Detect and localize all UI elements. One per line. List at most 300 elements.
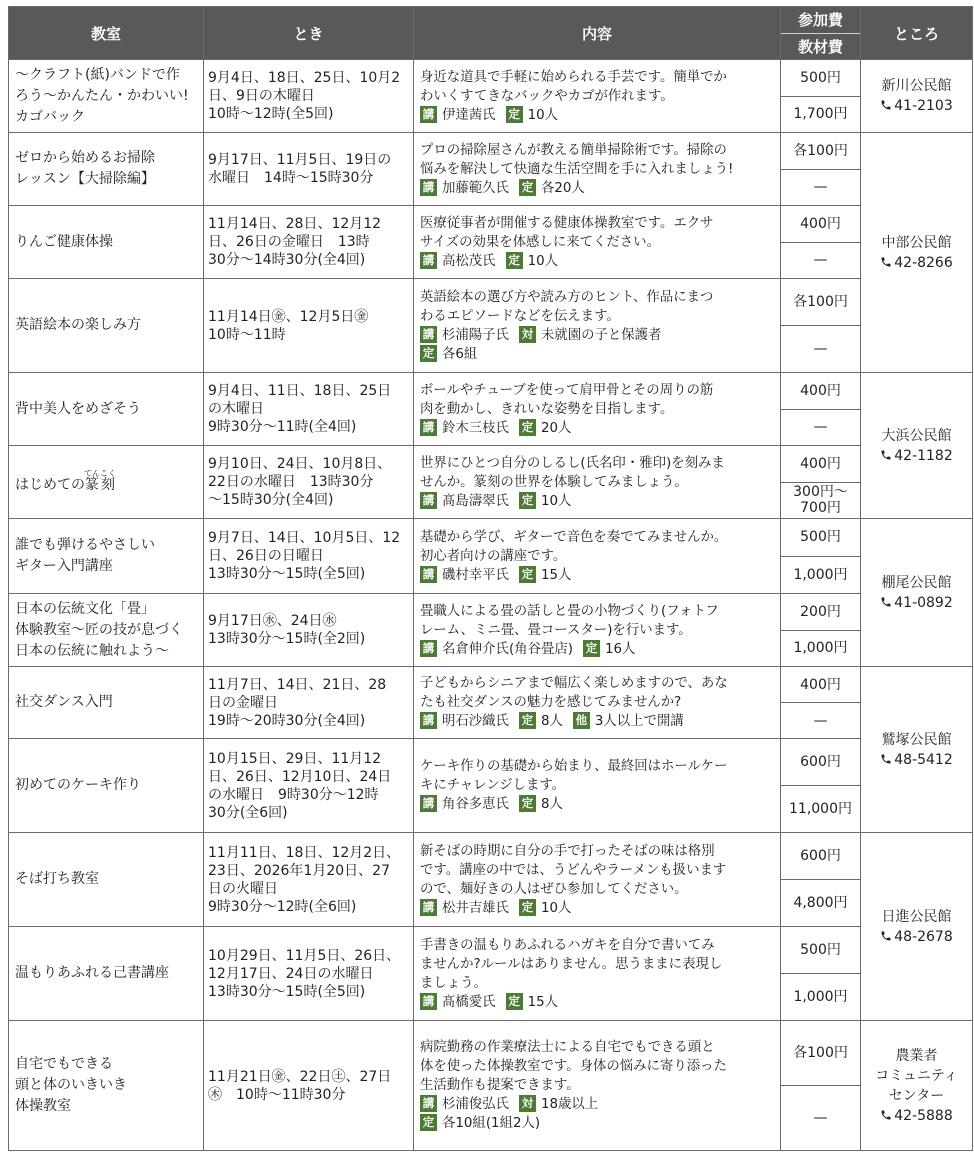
other-badge: 他 (573, 712, 590, 729)
description-line: 新そばの時期に自分の手で打ったそばの味は格別 (420, 843, 715, 859)
table-row (9, 60, 973, 133)
class-name (9, 373, 204, 446)
schedule (204, 667, 414, 739)
class-name (9, 446, 204, 519)
venue-name-line: 新川公民館 (881, 78, 952, 94)
material-fee: 300円〜 700円 (781, 482, 860, 519)
lecturer-badge: 講 (420, 106, 437, 123)
class-name-line: りんご健康体操 (15, 233, 113, 250)
schedule (204, 594, 414, 667)
class-name (9, 739, 204, 833)
table-row (9, 519, 973, 594)
material-fee: 1,000円 (781, 556, 860, 594)
furigana: てんこく (84, 468, 116, 478)
target-audience: 18歳以上 (540, 1097, 599, 1112)
phone-number: 42-5888 (894, 1107, 953, 1124)
capacity-badge: 定 (519, 566, 536, 583)
material-fee: — (781, 409, 860, 446)
description (414, 446, 781, 519)
class-name-line: 社交ダンス入門 (15, 694, 113, 710)
venue (861, 519, 973, 667)
venue-name-line: 大浜公民館 (881, 427, 952, 444)
schedule-line: 9月7日、14日、10月5日、12 (208, 530, 401, 546)
class-name-line: 体験教室〜匠の技が息づく (15, 621, 183, 638)
fee-cell (781, 1021, 861, 1151)
capacity-value: 10人 (540, 493, 572, 509)
schedule (204, 60, 414, 133)
fees (781, 927, 860, 1020)
description-line: 身近な道具で手軽に始められる手芸です。簡単でか (420, 69, 727, 85)
schedule-line: 9時30分〜12時(全6回) (208, 898, 357, 915)
description (414, 206, 781, 279)
fee-cell (781, 739, 861, 833)
participation-fee: 各100円 (793, 142, 848, 159)
participation-fee: 400円 (800, 382, 841, 399)
description-line: ボールやチューブを使って肩甲骨とその周りの筋 (420, 382, 714, 398)
capacity-badge: 定 (519, 899, 536, 916)
capacity-value: 各6組 (442, 346, 478, 362)
details-line (420, 494, 571, 509)
header-fee (781, 7, 861, 60)
lecturer-name: 明石沙織氏 (442, 714, 509, 729)
details-line (420, 995, 558, 1010)
class-name (9, 833, 204, 927)
lecturer-name: 角谷多恵氏 (442, 797, 509, 812)
description-line: ケーキ作りの基礎から始まり、最終回はホールケー (420, 759, 728, 774)
header-fee-participation: 参加費 (797, 11, 843, 30)
class-name-line: ギター入門講座 (15, 558, 113, 574)
phone-icon (880, 596, 892, 608)
capacity-value: 15人 (527, 994, 558, 1010)
header-row (9, 7, 973, 60)
other-note: 3人以上で開講 (594, 714, 684, 729)
phone-number: 42-1182 (894, 447, 953, 464)
capacity-value: 10人 (527, 107, 558, 123)
schedule (204, 446, 414, 519)
venue (861, 667, 973, 833)
phone-number: 42-8266 (894, 254, 953, 271)
description (414, 60, 781, 133)
venue (861, 60, 973, 133)
schedule-line: 9月10日、24日、10月8日、 (208, 456, 392, 472)
venue-phone (880, 255, 953, 271)
fee-cell (781, 927, 861, 1021)
description-line: レーム、ミニ畳、畳コースター)を行います。 (420, 622, 692, 638)
class-name (9, 927, 204, 1021)
schedule-line: の水曜日 9時30分〜12時 (208, 786, 379, 803)
header-class: 教室 (9, 7, 204, 60)
schedule-line: 30分〜14時30分(全4回) (208, 252, 366, 268)
schedule-line: 日、9日の木曜日 (208, 88, 315, 104)
schedule-line: 日の金曜日 (208, 694, 278, 711)
venue-name-line: 農業者 (895, 1047, 938, 1064)
description-line: キにチャレンジします。 (420, 778, 566, 793)
details-line (420, 181, 585, 196)
phone-icon (880, 256, 892, 268)
participation-fee: 各100円 (793, 1045, 848, 1061)
capacity-badge: 定 (519, 492, 536, 509)
phone-icon (880, 930, 892, 942)
capacity-badge: 定 (420, 345, 437, 362)
lecturer-name: 杉浦俊弘氏 (442, 1097, 509, 1112)
lecturer-badge: 講 (420, 993, 437, 1010)
fees (781, 667, 860, 738)
table-row (9, 667, 973, 739)
schedule-line: 19時〜20時30分(全4回) (208, 712, 366, 729)
fee-cell (781, 594, 861, 667)
participation-fee: 400円 (800, 455, 841, 472)
details-line (420, 347, 477, 362)
venue-name-line: 鷲塚公民館 (881, 731, 952, 748)
venue-name-line: 日進公民館 (881, 908, 952, 925)
fees (781, 60, 860, 132)
fee-cell (781, 833, 861, 927)
schedule-line: 22日の水曜日 13時30分 (208, 474, 374, 490)
class-name-line: 体操教室 (15, 1098, 71, 1114)
schedule-line: 11月7日、14日、21日、28 (208, 676, 387, 693)
table-row (9, 133, 973, 206)
description-line: です。講座の中では、うどんやラーメンも扱います (420, 862, 727, 878)
details-line (420, 421, 571, 436)
participation-fee: 200円 (800, 603, 841, 620)
class-name-line: ろう〜かんたん・かわいい! (15, 87, 189, 104)
material-fee: — (781, 325, 860, 372)
material-fee: — (781, 702, 860, 738)
schedule-line: 10時〜12時(全5回) (208, 106, 334, 122)
description-line: 病院勤務の作業療法士による自宅でもできる頭と (420, 1040, 715, 1055)
class-name-line: 自宅でもできる (15, 1056, 113, 1072)
description-line: 初心者向けの講座です。 (420, 548, 567, 564)
description-line: サイズの効果を体感しに来てください。 (420, 234, 660, 250)
lecturer-badge: 講 (420, 640, 437, 657)
schedule-line: 9月4日、11日、18日、25日 (208, 383, 392, 399)
venue-name-line: 中部公民館 (881, 234, 952, 251)
class-name-line: ゼロから始めるお掃除 (15, 150, 155, 166)
class-name (9, 1021, 204, 1151)
lecturer-badge: 講 (420, 326, 437, 343)
class-name-line: 日本の伝統に触れよう〜 (15, 642, 169, 659)
details-line (420, 568, 571, 583)
lecturer-name: 髙橋愛氏 (442, 994, 496, 1010)
capacity-value: 10人 (540, 900, 572, 916)
lecturer-name: 髙島濤翠氏 (442, 493, 509, 509)
schedule-line: 10月29日、11月5日、26日、 (208, 947, 401, 964)
class-name-line: 〜クラフト(紙)バンドで作 (15, 66, 180, 83)
table-row (9, 206, 973, 279)
details-line (420, 714, 684, 729)
participation-fee: 600円 (800, 754, 841, 770)
fees (781, 594, 860, 666)
table-row (9, 594, 973, 667)
description-line: 基礎から学び、ギターで音色を奏でてみませんか。 (420, 529, 728, 545)
table-row (9, 373, 973, 446)
details-line (420, 1097, 598, 1112)
class-name (9, 133, 204, 206)
schedule (204, 833, 414, 927)
table-row (9, 279, 973, 373)
phone-number: 48-2678 (894, 928, 953, 945)
class-name-line: カゴバック (15, 108, 85, 125)
description (414, 279, 781, 373)
schedule-line: 日の火曜日 (208, 880, 278, 897)
venue (861, 373, 973, 519)
table-row (9, 739, 973, 833)
description (414, 667, 781, 739)
description-line: 悩みを解決して快適な生活空間を手に入れましょう! (420, 161, 734, 177)
venue-name-line: コミュニティ (875, 1067, 958, 1084)
capacity-badge: 定 (583, 640, 600, 657)
schedule (204, 373, 414, 446)
fee-cell (781, 519, 861, 594)
class-name-line: 英語絵本の楽しみ方 (15, 317, 141, 333)
description-line: 生活動作も提案できます。 (420, 1078, 580, 1093)
capacity-badge: 定 (420, 1114, 437, 1131)
capacity-badge: 定 (506, 252, 523, 269)
fee-cell (781, 206, 861, 279)
material-fee: — (781, 1085, 860, 1150)
schedule-line: 13時30分〜15時(全5回) (208, 566, 366, 582)
schedule-line: 11月14日、28日、12月12 (208, 216, 382, 232)
fee-cell (781, 446, 861, 519)
description (414, 833, 781, 927)
schedule-line: 12月17日、24日の水曜日 (208, 965, 374, 982)
capacity-badge: 定 (506, 993, 523, 1010)
description (414, 594, 781, 667)
capacity-badge: 定 (506, 106, 523, 123)
fees (781, 133, 860, 205)
schedule-line: 日、26日の金曜日 13時 (208, 234, 370, 250)
lecturer-name: 伊達茜氏 (442, 107, 496, 123)
schedule (204, 1021, 414, 1151)
capacity-value: 20人 (540, 420, 572, 436)
fees (781, 446, 860, 518)
table-row (9, 927, 973, 1021)
fees (781, 373, 860, 445)
description (414, 1021, 781, 1151)
class-name-line: 背中美人をめざそう (15, 400, 141, 417)
venue-name-line: 棚尾公民館 (881, 574, 952, 591)
venue (861, 133, 973, 373)
table-row (9, 1021, 973, 1151)
schedule-line: 9月17日㊌、24日㊌ (208, 613, 337, 629)
lecturer-badge: 講 (420, 795, 437, 812)
description (414, 739, 781, 833)
description-line: たも社交ダンスの魅力を感じてみませんか? (420, 695, 682, 710)
target-badge: 対 (519, 326, 536, 343)
material-fee: 1,700円 (781, 96, 860, 133)
description-line: 子どもからシニアまで幅広く楽しめますので、あな (420, 676, 728, 691)
class-name (9, 279, 204, 373)
description (414, 519, 781, 594)
table-body (9, 60, 973, 1151)
description-line: せんか。篆刻の世界を体験してみましょう。 (420, 474, 688, 490)
description-line: 肉を動かし、きれいな姿勢を目指します。 (420, 401, 674, 417)
schedule (204, 279, 414, 373)
class-name-line: はじめての (15, 476, 85, 493)
phone-number: 41-0892 (894, 594, 953, 611)
phone-icon (880, 1109, 892, 1121)
description-line: ませんか?ルールはありません。思うままに表現し (420, 956, 723, 972)
description-line: ましょう。 (420, 975, 487, 991)
schedule (204, 927, 414, 1021)
schedule-line: 10時〜11時 (208, 326, 286, 343)
participation-fee: 400円 (800, 215, 841, 232)
venue (861, 1021, 973, 1151)
class-name-line: 初めてのケーキ作り (15, 777, 141, 793)
header-content: 内容 (414, 7, 781, 60)
target-badge: 対 (519, 1095, 536, 1112)
phone-icon (880, 753, 892, 765)
schedule-line: 日、26日の日曜日 (208, 548, 324, 564)
material-fee: 4,800円 (781, 879, 860, 926)
fees (781, 206, 860, 278)
class-name (9, 594, 204, 667)
header-when: とき (204, 7, 414, 60)
capacity-value: 各10組(1組2人) (442, 1116, 541, 1131)
lecturer-name: 名倉伸介氏(角谷畳店) (442, 641, 573, 657)
fee-cell (781, 60, 861, 133)
participation-fee: 500円 (800, 69, 841, 86)
schedule-line: 30分(全6回) (208, 804, 288, 821)
capacity-badge: 定 (519, 179, 536, 196)
participation-fee: 500円 (800, 529, 841, 546)
capacity-badge: 定 (519, 419, 536, 436)
phone-number: 48-5412 (894, 751, 953, 768)
lecturer-badge: 講 (420, 492, 437, 509)
venue-phone (880, 595, 953, 611)
description-line: わいくすてきなバックやカゴが作れます。 (420, 88, 674, 104)
lecturer-badge: 講 (420, 899, 437, 916)
schedule-line: 11月14日㊎、12月5日㊎ (208, 308, 369, 325)
fee-cell (781, 279, 861, 373)
venue-phone (880, 448, 953, 464)
class-name (9, 206, 204, 279)
venue-phone (880, 1108, 953, 1124)
description-line: ので、麺好きの人はぜひ参加してください。 (420, 881, 688, 897)
description (414, 373, 781, 446)
participation-fee: 500円 (800, 942, 841, 958)
header-place: ところ (861, 7, 973, 60)
material-fee: 1,000円 (781, 973, 860, 1020)
venue (861, 833, 973, 1021)
details-line (420, 797, 563, 812)
schedule-line: 11月11日、18日、12月2日、 (208, 844, 401, 861)
capacity-badge: 定 (519, 712, 536, 729)
lecturer-badge: 講 (420, 179, 437, 196)
table-row (9, 833, 973, 927)
lecturer-name: 鈴木三枝氏 (442, 420, 509, 436)
details-line (420, 254, 558, 269)
header-fee-material: 教材費 (781, 33, 860, 60)
class-name-line: 頭と体のいきいき (15, 1077, 127, 1093)
fees (781, 279, 860, 372)
material-fee: 11,000円 (781, 785, 860, 832)
schedule (204, 133, 414, 206)
fee-cell (781, 667, 861, 739)
details-line (420, 328, 661, 343)
description (414, 927, 781, 1021)
description (414, 133, 781, 206)
class-name-line: 誰でも弾けるやさしい (15, 537, 155, 553)
schedule-line: 9月4日、18日、25日、10月2 (208, 70, 401, 86)
fees (781, 519, 860, 593)
lecturer-name: 加藤範久氏 (442, 180, 509, 196)
class-name-line: レッスン【大掃除編】 (15, 171, 155, 187)
events-table (8, 6, 973, 1151)
description-line: 医療従事者が開催する健康体操教室です。エクサ (420, 215, 714, 231)
fee-cell (781, 373, 861, 446)
lecturer-name: 高松茂氏 (442, 253, 496, 269)
schedule-line: 11月21日㊎、22日㊏、27日 (208, 1068, 392, 1085)
schedule (204, 519, 414, 594)
material-fee: 1,000円 (781, 630, 860, 667)
table-row (9, 446, 973, 519)
capacity-badge: 定 (519, 795, 536, 812)
schedule-line: 13時30分〜15時(全5回) (208, 983, 366, 1000)
capacity-value: 15人 (540, 567, 572, 583)
fees (781, 1021, 860, 1150)
schedule-line: 〜15時30分(全4回) (208, 492, 334, 508)
participation-fee: 600円 (800, 848, 841, 864)
schedule-line: ㊍ 10時〜11時30分 (208, 1086, 346, 1103)
capacity-value: 8人 (540, 797, 563, 812)
class-name-line: そば打ち教室 (15, 871, 99, 887)
phone-icon (880, 449, 892, 461)
description-line: 世界にひとつ自分のしるし(氏名印・雅印)を刻みま (420, 455, 725, 471)
participation-fee: 400円 (800, 676, 841, 693)
description-line: 英語絵本の選び方や読み方のヒント、作品にまつ (420, 289, 714, 305)
schedule-line: 9時30分〜11時(全4回) (208, 419, 357, 435)
class-name (9, 60, 204, 133)
lecturer-badge: 講 (420, 419, 437, 436)
class-name (9, 667, 204, 739)
class-name-line: 温もりあふれる己書講座 (15, 965, 169, 981)
fees (781, 833, 860, 926)
capacity-value: 各20人 (540, 180, 585, 196)
phone-number: 41-2103 (894, 98, 953, 114)
target-audience: 未就園の子と保護者 (540, 327, 662, 343)
class-name-ruby (84, 468, 116, 493)
details-line (420, 1116, 540, 1131)
schedule-line: 水曜日 14時〜15時30分 (208, 170, 374, 186)
class-name-kanji: 篆刻 (84, 476, 116, 493)
venue-phone (880, 929, 953, 945)
lecturer-badge: 講 (420, 712, 437, 729)
capacity-value: 16人 (604, 641, 636, 657)
lecturer-badge: 講 (420, 252, 437, 269)
venue-phone (880, 752, 953, 768)
lecturer-name: 松井吉雄氏 (442, 900, 509, 916)
venue-phone (880, 98, 953, 114)
material-fee: — (781, 169, 860, 206)
schedule-line: 日、26日、12月10日、24日 (208, 768, 392, 785)
venue-name-line: センター (888, 1087, 945, 1104)
details-line (420, 642, 635, 657)
description-line: わるエピソードなどを伝えます。 (420, 308, 620, 324)
capacity-value: 10人 (527, 253, 558, 269)
schedule-line: 10月15日、29日、11月12 (208, 750, 382, 767)
phone-icon (880, 99, 892, 111)
schedule-line: 13時30分〜15時(全2回) (208, 631, 366, 647)
description-line: 体を使った体操教室です。身体の悩みに寄り添った (420, 1059, 727, 1074)
capacity-value: 8人 (540, 714, 563, 729)
lecturer-name: 杉浦陽子氏 (442, 327, 509, 343)
details-line (420, 901, 571, 916)
lecturer-name: 磯村幸平氏 (442, 567, 509, 583)
schedule (204, 739, 414, 833)
class-name-line: 日本の伝統文化「畳」 (15, 600, 155, 617)
description-line: 畳職人による畳の話しと畳の小物づくり(フォトフ (420, 603, 719, 619)
